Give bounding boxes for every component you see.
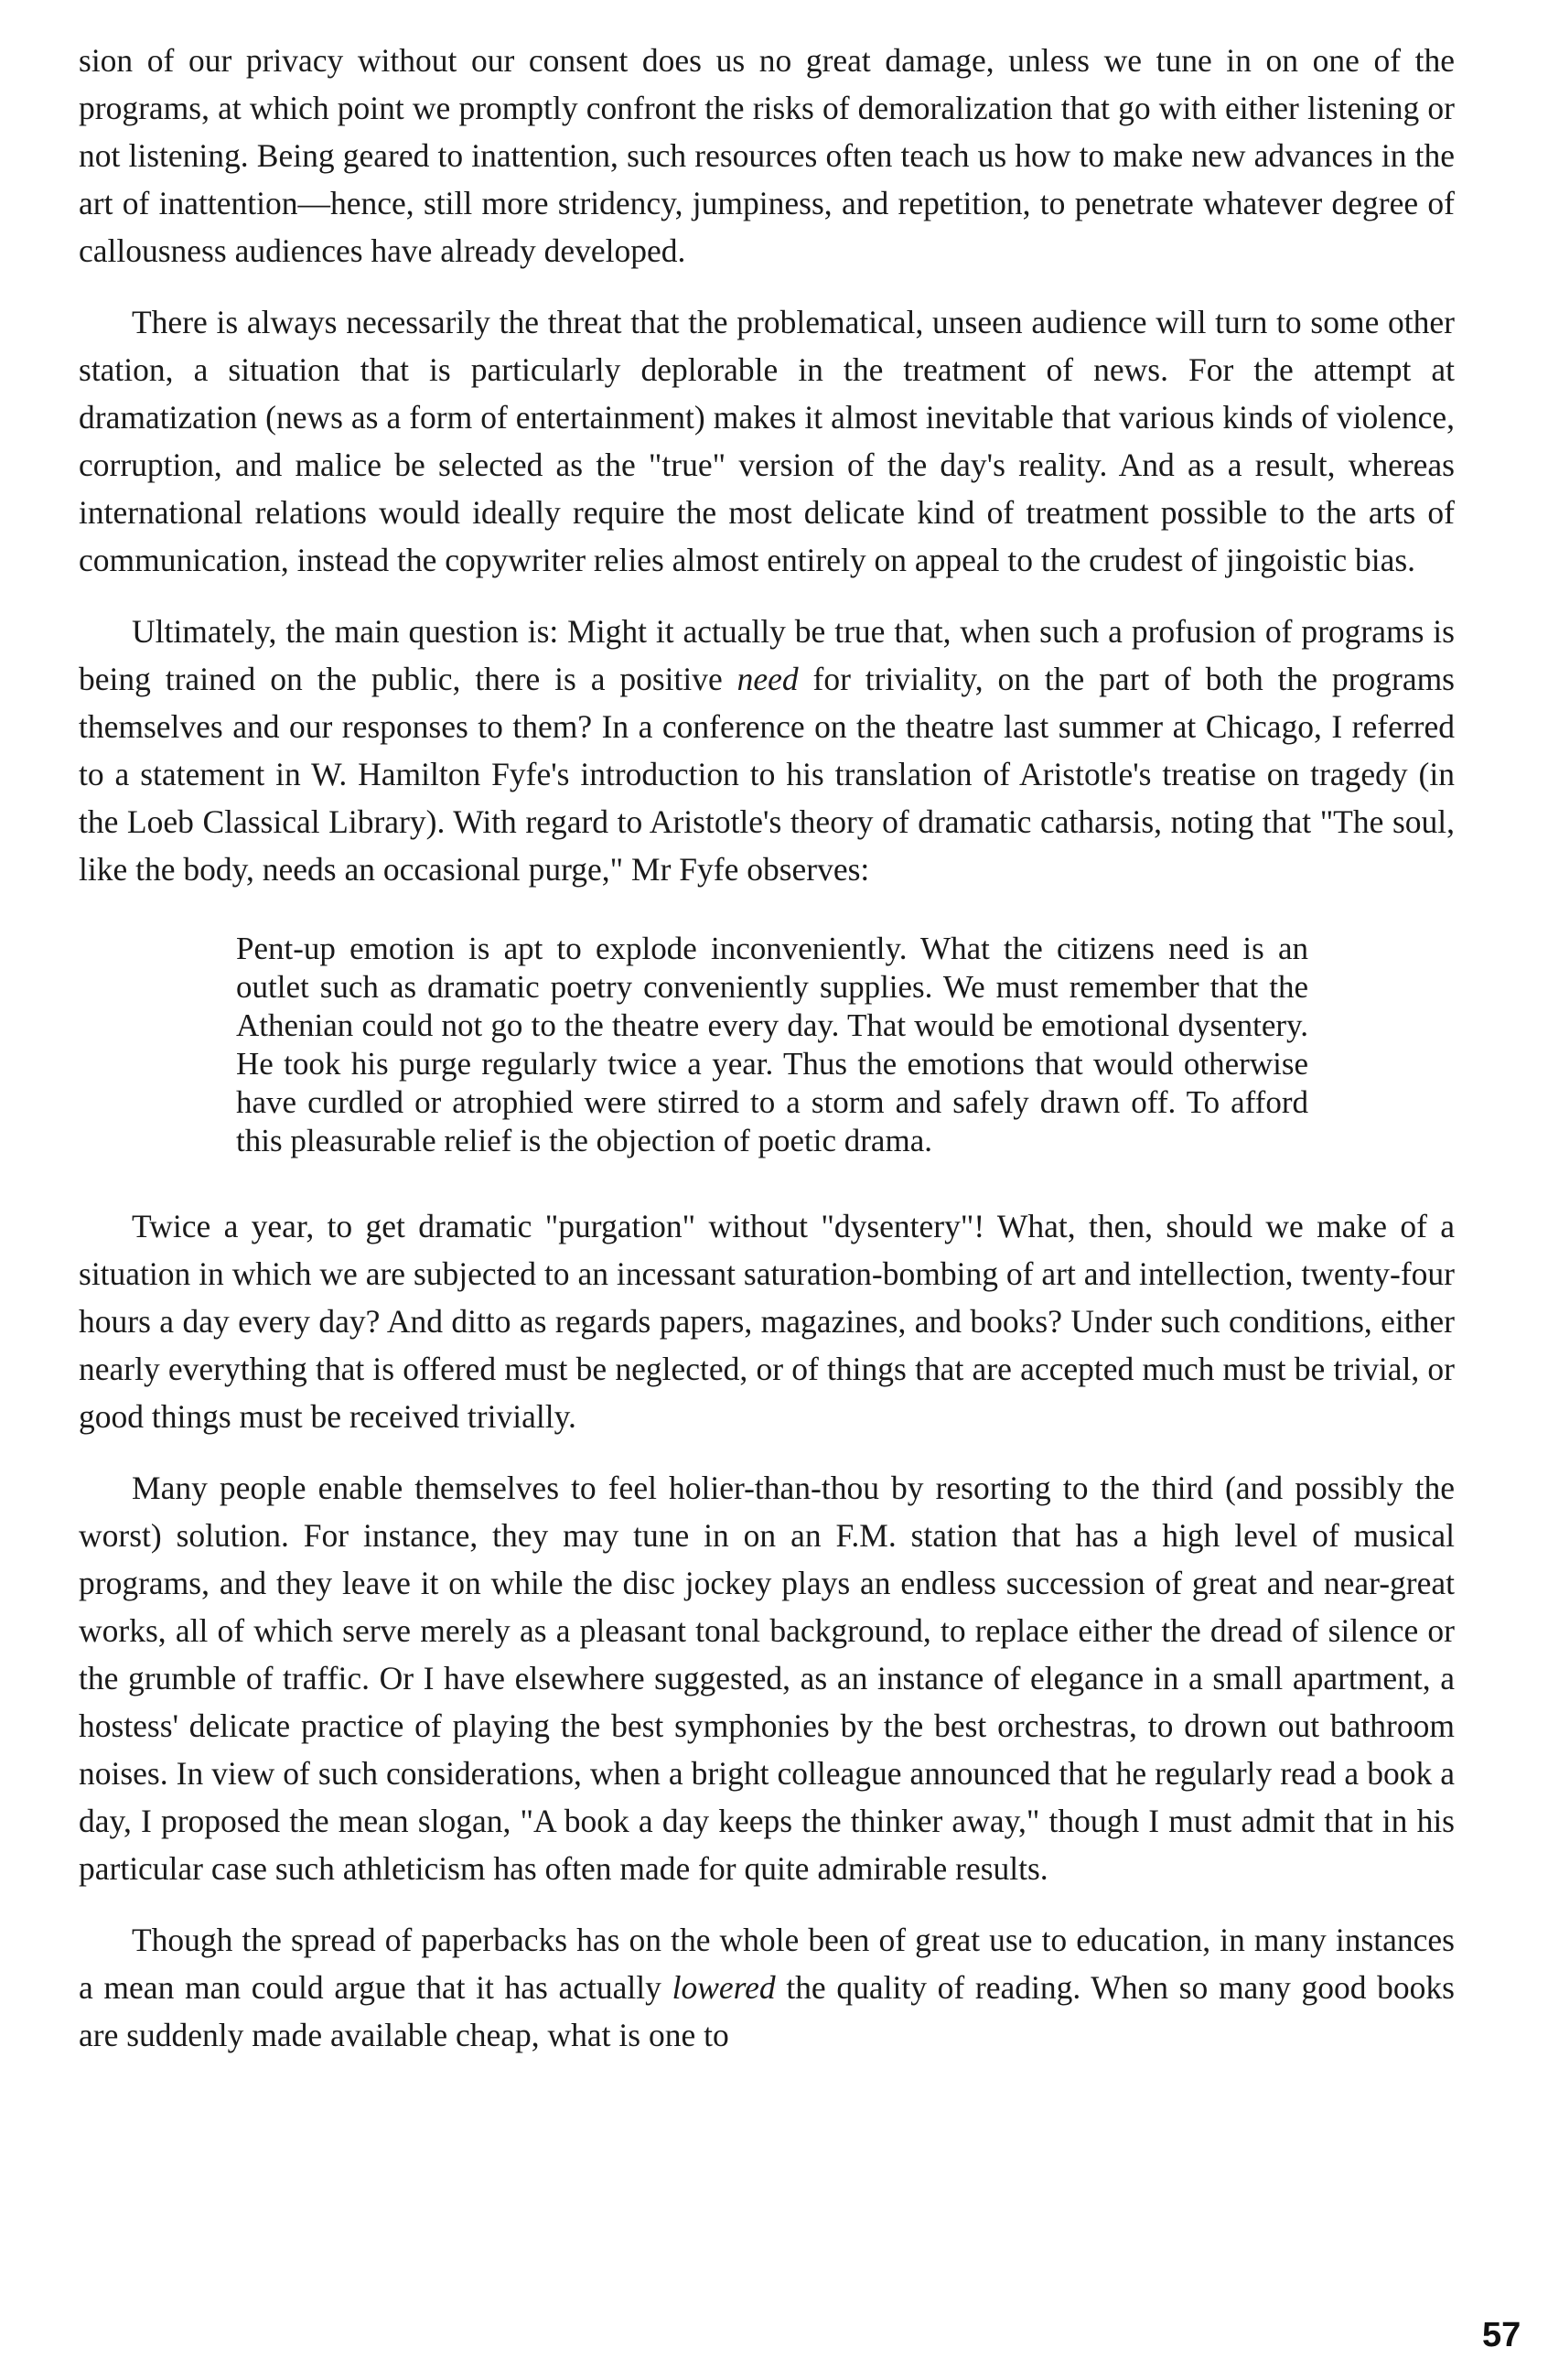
paragraph-6-text-a: Though the spread of paperbacks has on the whole been of great use to education, in many instances a mean man could argue that it has actually [79, 1922, 1455, 2006]
paragraph-5: Many people enable themselves to feel holier-than-thou by resorting to the third (and possibly the worst) solution. For instance, they may tune in on an F.M. station that has a high level of musical programs, and they leave it on while the disc jockey plays an endless succession of great and near-great works, all of which serve merely as a pleasant tonal background, to replace either the dread of silence or the grumble of traffic. Or I have elsewhere suggested, as an instance of elegance in a small apartment, a hostess' delicate practice of playing the best symphonies by the best orchestras, to drown out bathroom noises. In view of such considerations, when a bright colleague announced that he regularly read a book a day, I proposed the mean slogan, "A book a day keeps the thinker away," though I must admit that in his particular case such athleticism has often made for quite admirable results. [79, 1470, 1455, 1887]
paragraph-4: Twice a year, to get dramatic "purgation" without "dysentery"! What, then, should we make of a situation in which we are subjected to an incessant saturation-bombing of art and intellection, twenty-four hours a day every day? And ditto as regards papers, magazines, and books? Under such conditions, either nearly everything that is offered must be neglected, or of things that are accepted much must be trivial, or good things must be received trivially. [79, 1208, 1455, 1435]
paragraph-3 [79, 608, 1455, 893]
paragraph-6-text-b: the quality of reading. When so many good books are suddenly made available cheap, what is one to [79, 1969, 1455, 2053]
page-number: 57 [1482, 2316, 1521, 2354]
paragraph-3-text-a: Ultimately, the main question is: Might it actually be true that, when such a profusion of programs is being trained on the public, there is a positive [79, 613, 1455, 697]
paragraph-3-emphasis: need [736, 661, 799, 697]
block-quote: Pent-up emotion is apt to explode inconveniently. What the citizens need is an outlet such as dramatic poetry conveniently supplies. We must remember that the Athenian could not go to the theatre every day. That would be emotional dysentery. He took his purge regularly twice a year. Thus the emotions that would otherwise have curdled or atrophied were stirred to a storm and safely drawn off. To afford this pleasurable relief is the objection of poetic drama. [236, 931, 1308, 1158]
document-page [79, 37, 1455, 2059]
paragraph-1: sion of our privacy without our consent does us no great damage, unless we tune in on one of the programs, at which point we promptly confront the risks of demoralization that go with either listening or not listening. Being geared to inattention, such resources often teach us how to make new advances in the art of inattention—hence, still more stridency, jumpiness, and repetition, to penetrate whatever degree of callousness audiences have already developed. [79, 42, 1455, 269]
paragraph-6 [79, 1916, 1455, 2059]
paragraph-3-text-b: for triviality, on the part of both the programs themselves and our responses to them? In a conference on the theatre last summer at Chicago, I referred to a statement in W. Hamilton Fyfe's introduction to his translation of Aristotle's treatise on tragedy (in the Loeb Classical Library). With regard to Aristotle's theory of dramatic catharsis, noting that "The soul, like the body, needs an occasional purge," Mr Fyfe observes: [79, 661, 1455, 888]
paragraph-2: There is always necessarily the threat that the problematical, unseen audience will turn to some other station, a situation that is particularly deplorable in the treatment of news. For the attempt at dramatization (news as a form of entertainment) makes it almost inevitable that various kinds of violence, corruption, and malice be selected as the "true" version of the day's reality. And as a result, whereas international relations would ideally require the most delicate kind of treatment possible to the arts of communication, instead the copywriter relies almost entirely on appeal to the crudest of jingoistic bias. [79, 304, 1455, 578]
paragraph-6-emphasis: lowered [672, 1969, 776, 2006]
